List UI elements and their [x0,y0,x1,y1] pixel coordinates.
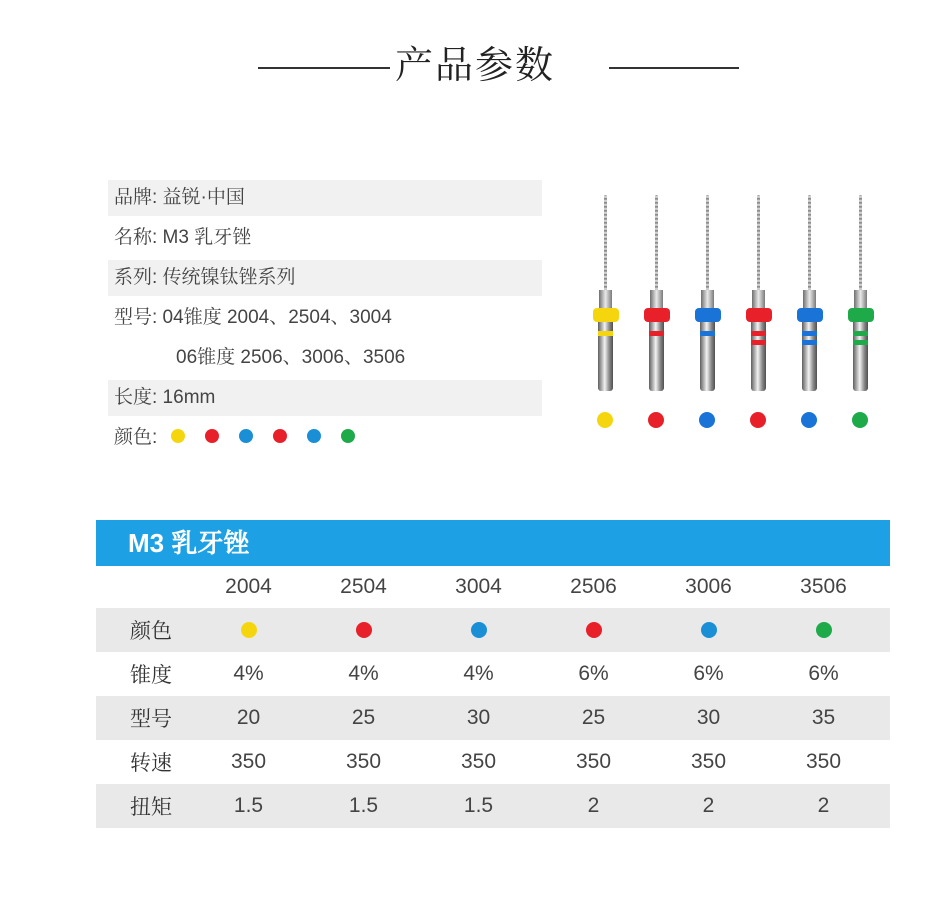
color-cell [766,618,881,642]
spec-length-text: 长度: 16mm [114,387,216,408]
torque-cell: 2 [817,794,830,817]
model-cell: 3506 [800,575,847,598]
color-cell [536,618,651,642]
model-cell: 3006 [685,575,732,598]
size-cell: 30 [466,706,491,729]
spec-color-label: 颜色: [114,427,158,449]
speed-cell: 350 [805,750,842,773]
endo-file [590,190,620,430]
color-dot [356,622,372,638]
taper-cell: 6% [693,662,724,685]
taper-cell: 4% [348,662,379,685]
spec-series [108,260,542,296]
size-cell: 30 [696,706,721,729]
color-cell [191,618,306,642]
table-title: M3 乳牙锉 [96,520,890,566]
color-cell [421,618,536,642]
torque-cell: 2 [587,794,600,817]
size-cell: 25 [351,706,376,729]
spec-list [108,180,542,460]
color-dot [341,429,355,443]
speed-cell: 350 [460,750,497,773]
model-cell: 3004 [455,575,502,598]
size-cell: 25 [581,706,606,729]
taper-cell: 6% [578,662,609,685]
table-row-color [96,608,890,652]
speed-cell: 350 [345,750,382,773]
color-cell [651,618,766,642]
size-cell: 20 [236,706,261,729]
spec-brand [108,180,542,216]
spec-name-text: 名称: M3 乳牙锉 [114,227,252,248]
taper-cell: 4% [233,662,264,685]
speed-cell: 350 [230,750,267,773]
table-row-models [96,566,890,608]
color-dot [699,412,715,428]
endo-file [794,190,824,430]
row-label-torque: 扭矩 [130,796,172,819]
row-label-speed: 转速 [130,752,172,775]
endo-file [641,190,671,430]
color-dot [205,429,219,443]
title-divider-right [609,67,739,69]
color-cell [306,618,421,642]
endo-file [692,190,722,430]
torque-cell: 1.5 [233,794,264,817]
size-cell: 35 [811,706,836,729]
spec-color-dots [171,420,375,456]
product-image [580,190,900,440]
spec-series-text: 系列: 传统镍钛锉系列 [114,267,296,288]
color-dot [597,412,613,428]
color-dot [307,429,321,443]
section-header [0,38,950,94]
color-dot [852,412,868,428]
model-cell: 2504 [340,575,387,598]
model-cell: 2506 [570,575,617,598]
spec-color [108,420,542,456]
color-dot [241,622,257,638]
torque-cell: 2 [702,794,715,817]
spec-model-cont [108,340,542,376]
color-dot [648,412,664,428]
spec-name [108,220,542,256]
speed-cell: 350 [575,750,612,773]
taper-cell: 4% [463,662,494,685]
endo-file [845,190,875,430]
spec-model-line2: 06锥度 2506、3006、3506 [176,347,406,368]
endo-file [743,190,773,430]
table-row-speed [96,740,890,784]
color-dot [801,412,817,428]
color-dot [586,622,602,638]
row-label-taper: 锥度 [130,664,172,687]
torque-cell: 1.5 [348,794,379,817]
spec-model [108,300,542,336]
color-dot [273,429,287,443]
speed-cell: 350 [690,750,727,773]
spec-length [108,380,542,416]
spec-model-line1: 型号: 04锥度 2004、2504、3004 [114,307,392,328]
table-row-torque [96,784,890,828]
model-cell: 2004 [225,575,272,598]
color-dot [239,429,253,443]
color-dot [471,622,487,638]
section-title: 产品参数 [394,45,555,87]
color-dot [701,622,717,638]
row-label-size: 型号 [130,708,172,731]
taper-cell: 6% [808,662,839,685]
color-dot [816,622,832,638]
row-label-color: 颜色 [130,620,172,643]
torque-cell: 1.5 [463,794,494,817]
table-row-size [96,696,890,740]
table-row-taper [96,652,890,696]
spec-brand-text: 品牌: 益锐·中国 [114,187,245,208]
color-dot [171,429,185,443]
spec-table [96,520,890,828]
color-dot [750,412,766,428]
